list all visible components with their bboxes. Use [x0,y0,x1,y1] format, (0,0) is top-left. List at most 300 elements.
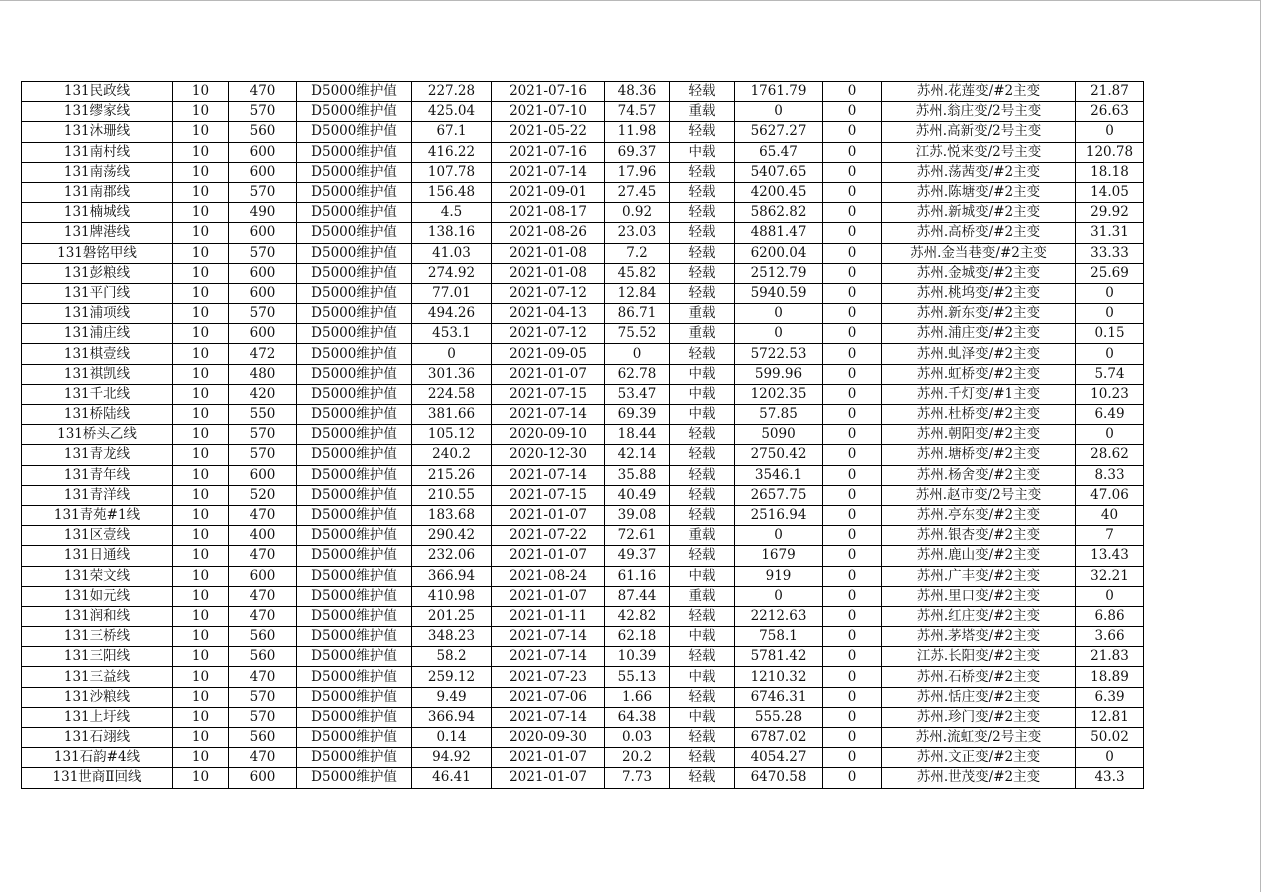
cell-load-status: 重载 [670,304,735,324]
cell-data-source: D5000维护值 [297,304,412,324]
cell-remaining-capacity: 4054.27 [735,748,823,768]
table-row [22,586,1144,606]
cell-voltage: 10 [173,728,229,748]
table-row [22,102,1144,122]
cell-load-rate: 42.14 [605,445,670,465]
cell-flag: 0 [823,122,882,142]
cell-max-load: 240.2 [412,445,492,465]
cell-remaining-capacity: 3546.1 [735,465,823,485]
cell-line-name: 131石翊线 [22,728,173,748]
cell-max-load: 348.23 [412,627,492,647]
cell-transformer: 苏州.石桥变/#2主变 [882,667,1076,687]
cell-date: 2021-07-22 [492,526,605,546]
cell-date: 2021-05-22 [492,122,605,142]
cell-max-load: 210.55 [412,485,492,505]
cell-flag: 0 [823,82,882,102]
cell-max-load: 183.68 [412,505,492,525]
cell-load-status: 轻载 [670,162,735,182]
cell-date: 2021-07-16 [492,142,605,162]
cell-max-load: 58.2 [412,647,492,667]
cell-transformer: 苏州.杨舍变/#2主变 [882,465,1076,485]
cell-voltage: 10 [173,465,229,485]
table-row [22,324,1144,344]
cell-remaining-capacity: 0 [735,586,823,606]
cell-date: 2021-07-14 [492,707,605,727]
table-row [22,223,1144,243]
cell-load-status: 轻载 [670,606,735,626]
cell-remaining-capacity: 555.28 [735,707,823,727]
cell-transformer: 苏州.文正变/#2主变 [882,748,1076,768]
cell-rated-capacity: 472 [229,344,297,364]
cell-voltage: 10 [173,768,229,788]
cell-transformer: 苏州.新城变/#2主变 [882,203,1076,223]
cell-date: 2021-01-08 [492,263,605,283]
cell-max-load: 107.78 [412,162,492,182]
cell-value: 0.15 [1076,324,1144,344]
cell-load-rate: 18.44 [605,425,670,445]
cell-voltage: 10 [173,627,229,647]
cell-flag: 0 [823,425,882,445]
cell-max-load: 301.36 [412,364,492,384]
cell-remaining-capacity: 5722.53 [735,344,823,364]
cell-date: 2021-01-07 [492,586,605,606]
cell-voltage: 10 [173,546,229,566]
cell-value: 40 [1076,505,1144,525]
cell-data-source: D5000维护值 [297,707,412,727]
cell-date: 2021-07-12 [492,283,605,303]
cell-remaining-capacity: 5090 [735,425,823,445]
cell-data-source: D5000维护值 [297,102,412,122]
table-row [22,647,1144,667]
cell-value: 29.92 [1076,203,1144,223]
cell-load-rate: 48.36 [605,82,670,102]
cell-remaining-capacity: 2212.63 [735,606,823,626]
cell-line-name: 131沐珊线 [22,122,173,142]
cell-flag: 0 [823,344,882,364]
table-row [22,505,1144,525]
cell-load-rate: 39.08 [605,505,670,525]
cell-rated-capacity: 550 [229,405,297,425]
cell-flag: 0 [823,687,882,707]
cell-data-source: D5000维护值 [297,324,412,344]
cell-remaining-capacity: 1761.79 [735,82,823,102]
cell-max-load: 0 [412,344,492,364]
cell-data-source: D5000维护值 [297,566,412,586]
cell-max-load: 156.48 [412,182,492,202]
cell-data-source: D5000维护值 [297,728,412,748]
cell-max-load: 138.16 [412,223,492,243]
cell-rated-capacity: 570 [229,304,297,324]
cell-value: 12.81 [1076,707,1144,727]
table-row [22,667,1144,687]
cell-value: 8.33 [1076,465,1144,485]
cell-line-name: 131南荡线 [22,162,173,182]
cell-max-load: 224.58 [412,384,492,404]
cell-remaining-capacity: 2657.75 [735,485,823,505]
cell-load-status: 轻载 [670,546,735,566]
cell-line-name: 131浦项线 [22,304,173,324]
cell-transformer: 苏州.陈塘变/#2主变 [882,182,1076,202]
cell-value: 3.66 [1076,627,1144,647]
cell-rated-capacity: 560 [229,647,297,667]
cell-flag: 0 [823,364,882,384]
cell-remaining-capacity: 5627.27 [735,122,823,142]
cell-date: 2020-12-30 [492,445,605,465]
cell-transformer: 苏州.金当巷变/#2主变 [882,243,1076,263]
cell-rated-capacity: 570 [229,707,297,727]
cell-rated-capacity: 400 [229,526,297,546]
table-row [22,142,1144,162]
cell-load-status: 轻载 [670,505,735,525]
cell-voltage: 10 [173,203,229,223]
cell-line-name: 131桥头乙线 [22,425,173,445]
cell-load-status: 轻载 [670,748,735,768]
cell-voltage: 10 [173,566,229,586]
cell-line-name: 131石韵#4线 [22,748,173,768]
cell-data-source: D5000维护值 [297,162,412,182]
cell-flag: 0 [823,445,882,465]
cell-load-rate: 74.57 [605,102,670,122]
cell-data-source: D5000维护值 [297,667,412,687]
cell-transformer: 苏州.朝阳变/#2主变 [882,425,1076,445]
cell-remaining-capacity: 5862.82 [735,203,823,223]
cell-flag: 0 [823,283,882,303]
cell-voltage: 10 [173,283,229,303]
cell-load-status: 轻载 [670,82,735,102]
table-row [22,546,1144,566]
cell-voltage: 10 [173,425,229,445]
cell-load-rate: 10.39 [605,647,670,667]
table-row [22,344,1144,364]
cell-line-name: 131民政线 [22,82,173,102]
cell-line-name: 131三阳线 [22,647,173,667]
cell-data-source: D5000维护值 [297,344,412,364]
cell-flag: 0 [823,182,882,202]
cell-voltage: 10 [173,162,229,182]
table-row [22,122,1144,142]
cell-flag: 0 [823,102,882,122]
cell-line-name: 131青年线 [22,465,173,485]
cell-load-status: 重载 [670,526,735,546]
cell-transformer: 苏州.广丰变/#2主变 [882,566,1076,586]
cell-load-rate: 27.45 [605,182,670,202]
cell-transformer: 苏州.流虹变/2号主变 [882,728,1076,748]
cell-flag: 0 [823,384,882,404]
cell-voltage: 10 [173,707,229,727]
cell-value: 18.89 [1076,667,1144,687]
cell-flag: 0 [823,707,882,727]
cell-date: 2021-07-14 [492,405,605,425]
cell-load-status: 中载 [670,142,735,162]
cell-load-rate: 17.96 [605,162,670,182]
cell-load-status: 中载 [670,707,735,727]
cell-transformer: 苏州.翁庄变/2号主变 [882,102,1076,122]
cell-load-rate: 64.38 [605,707,670,727]
cell-max-load: 46.41 [412,768,492,788]
cell-data-source: D5000维护值 [297,263,412,283]
cell-max-load: 274.92 [412,263,492,283]
cell-date: 2020-09-10 [492,425,605,445]
cell-load-rate: 62.18 [605,627,670,647]
cell-rated-capacity: 570 [229,243,297,263]
table-row [22,526,1144,546]
cell-line-name: 131浦庄线 [22,324,173,344]
cell-date: 2021-07-14 [492,647,605,667]
cell-flag: 0 [823,627,882,647]
cell-max-load: 416.22 [412,142,492,162]
cell-load-rate: 1.66 [605,687,670,707]
cell-max-load: 232.06 [412,546,492,566]
cell-rated-capacity: 520 [229,485,297,505]
cell-date: 2021-09-01 [492,182,605,202]
cell-data-source: D5000维护值 [297,485,412,505]
cell-rated-capacity: 570 [229,102,297,122]
cell-load-status: 中载 [670,566,735,586]
cell-data-source: D5000维护值 [297,445,412,465]
cell-remaining-capacity: 4200.45 [735,182,823,202]
cell-voltage: 10 [173,485,229,505]
cell-voltage: 10 [173,223,229,243]
cell-voltage: 10 [173,405,229,425]
cell-load-rate: 40.49 [605,485,670,505]
table-body [22,82,1144,789]
cell-line-name: 131缪家线 [22,102,173,122]
cell-load-rate: 61.16 [605,566,670,586]
cell-line-name: 131彭粮线 [22,263,173,283]
cell-data-source: D5000维护值 [297,182,412,202]
cell-value: 6.39 [1076,687,1144,707]
table-row [22,263,1144,283]
cell-data-source: D5000维护值 [297,505,412,525]
cell-load-rate: 23.03 [605,223,670,243]
cell-load-rate: 11.98 [605,122,670,142]
cell-remaining-capacity: 919 [735,566,823,586]
cell-flag: 0 [823,546,882,566]
cell-load-status: 轻载 [670,344,735,364]
cell-load-rate: 7.73 [605,768,670,788]
cell-line-name: 131青龙线 [22,445,173,465]
cell-date: 2021-01-07 [492,768,605,788]
cell-date: 2021-04-13 [492,304,605,324]
cell-remaining-capacity: 6787.02 [735,728,823,748]
cell-rated-capacity: 470 [229,546,297,566]
cell-flag: 0 [823,142,882,162]
cell-date: 2021-01-08 [492,243,605,263]
cell-transformer: 苏州.珍门变/#2主变 [882,707,1076,727]
data-table [21,81,1144,789]
cell-rated-capacity: 600 [229,223,297,243]
cell-remaining-capacity: 6200.04 [735,243,823,263]
cell-rated-capacity: 470 [229,748,297,768]
cell-rated-capacity: 480 [229,364,297,384]
cell-voltage: 10 [173,344,229,364]
page-right-edge [1260,0,1261,892]
cell-date: 2021-09-05 [492,344,605,364]
cell-date: 2021-07-14 [492,627,605,647]
cell-remaining-capacity: 4881.47 [735,223,823,243]
cell-flag: 0 [823,728,882,748]
cell-voltage: 10 [173,263,229,283]
cell-load-status: 中载 [670,405,735,425]
cell-data-source: D5000维护值 [297,768,412,788]
cell-transformer: 苏州.荡茜变/#2主变 [882,162,1076,182]
cell-data-source: D5000维护值 [297,203,412,223]
cell-value: 0 [1076,122,1144,142]
cell-value: 25.69 [1076,263,1144,283]
cell-data-source: D5000维护值 [297,748,412,768]
cell-voltage: 10 [173,82,229,102]
cell-line-name: 131楠城线 [22,203,173,223]
cell-rated-capacity: 600 [229,768,297,788]
cell-data-source: D5000维护值 [297,384,412,404]
cell-max-load: 0.14 [412,728,492,748]
cell-load-rate: 72.61 [605,526,670,546]
cell-load-rate: 69.37 [605,142,670,162]
cell-data-source: D5000维护值 [297,122,412,142]
cell-line-name: 131南郡线 [22,182,173,202]
cell-load-status: 轻载 [670,445,735,465]
cell-max-load: 67.1 [412,122,492,142]
cell-load-rate: 49.37 [605,546,670,566]
cell-remaining-capacity: 1679 [735,546,823,566]
cell-max-load: 259.12 [412,667,492,687]
cell-date: 2021-08-17 [492,203,605,223]
cell-load-rate: 35.88 [605,465,670,485]
table-row [22,445,1144,465]
cell-remaining-capacity: 57.85 [735,405,823,425]
cell-date: 2021-08-26 [492,223,605,243]
cell-flag: 0 [823,667,882,687]
cell-remaining-capacity: 0 [735,102,823,122]
cell-load-rate: 86.71 [605,304,670,324]
cell-date: 2021-01-07 [492,546,605,566]
cell-load-status: 中载 [670,384,735,404]
cell-voltage: 10 [173,606,229,626]
cell-date: 2021-01-07 [492,364,605,384]
cell-data-source: D5000维护值 [297,546,412,566]
cell-load-status: 轻载 [670,283,735,303]
table-row [22,162,1144,182]
cell-line-name: 131桥陆线 [22,405,173,425]
cell-transformer: 苏州.世茂变/#2主变 [882,768,1076,788]
table-row [22,707,1144,727]
cell-date: 2021-01-07 [492,505,605,525]
cell-max-load: 366.94 [412,707,492,727]
cell-transformer: 苏州.高桥变/#2主变 [882,223,1076,243]
cell-load-rate: 55.13 [605,667,670,687]
cell-max-load: 290.42 [412,526,492,546]
table-row [22,304,1144,324]
cell-data-source: D5000维护值 [297,425,412,445]
cell-transformer: 苏州.红庄变/#2主变 [882,606,1076,626]
cell-data-source: D5000维护值 [297,82,412,102]
cell-transformer: 苏州.虬泽变/#2主变 [882,344,1076,364]
cell-line-name: 131上圩线 [22,707,173,727]
cell-transformer: 苏州.千灯变/#1主变 [882,384,1076,404]
cell-transformer: 苏州.里口变/#2主变 [882,586,1076,606]
cell-max-load: 215.26 [412,465,492,485]
cell-transformer: 苏州.高新变/2号主变 [882,122,1076,142]
cell-load-status: 重载 [670,102,735,122]
cell-data-source: D5000维护值 [297,526,412,546]
cell-load-status: 轻载 [670,465,735,485]
cell-data-source: D5000维护值 [297,465,412,485]
cell-load-rate: 75.52 [605,324,670,344]
cell-remaining-capacity: 1202.35 [735,384,823,404]
cell-load-rate: 12.84 [605,283,670,303]
table-row [22,627,1144,647]
cell-transformer: 苏州.茅塔变/#2主变 [882,627,1076,647]
cell-date: 2021-07-14 [492,162,605,182]
cell-rated-capacity: 600 [229,566,297,586]
cell-data-source: D5000维护值 [297,606,412,626]
table-row [22,243,1144,263]
cell-value: 13.43 [1076,546,1144,566]
cell-date: 2021-07-12 [492,324,605,344]
cell-rated-capacity: 470 [229,505,297,525]
cell-voltage: 10 [173,304,229,324]
cell-flag: 0 [823,324,882,344]
cell-voltage: 10 [173,526,229,546]
cell-line-name: 131润和线 [22,606,173,626]
cell-data-source: D5000维护值 [297,687,412,707]
cell-rated-capacity: 470 [229,667,297,687]
cell-flag: 0 [823,566,882,586]
cell-value: 18.18 [1076,162,1144,182]
cell-line-name: 131如元线 [22,586,173,606]
cell-value: 26.63 [1076,102,1144,122]
cell-value: 43.3 [1076,768,1144,788]
cell-line-name: 131牌港线 [22,223,173,243]
cell-date: 2021-01-11 [492,606,605,626]
cell-flag: 0 [823,203,882,223]
cell-voltage: 10 [173,647,229,667]
cell-max-load: 366.94 [412,566,492,586]
cell-date: 2020-09-30 [492,728,605,748]
cell-value: 14.05 [1076,182,1144,202]
cell-line-name: 131荣文线 [22,566,173,586]
cell-value: 6.49 [1076,405,1144,425]
cell-load-rate: 0.92 [605,203,670,223]
cell-flag: 0 [823,465,882,485]
cell-line-name: 131青苑#1线 [22,505,173,525]
cell-line-name: 131祺凯线 [22,364,173,384]
cell-max-load: 381.66 [412,405,492,425]
table-row [22,82,1144,102]
cell-value: 21.83 [1076,647,1144,667]
cell-data-source: D5000维护值 [297,586,412,606]
cell-data-source: D5000维护值 [297,142,412,162]
cell-transformer: 江苏.悦来变/2号主变 [882,142,1076,162]
cell-value: 0 [1076,748,1144,768]
cell-line-name: 131日通线 [22,546,173,566]
cell-rated-capacity: 600 [229,263,297,283]
cell-load-rate: 20.2 [605,748,670,768]
table-row [22,203,1144,223]
cell-load-status: 轻载 [670,243,735,263]
cell-transformer: 苏州.桃坞变/#2主变 [882,283,1076,303]
table-row [22,182,1144,202]
cell-max-load: 201.25 [412,606,492,626]
cell-load-status: 中载 [670,667,735,687]
cell-date: 2021-01-07 [492,748,605,768]
cell-value: 6.86 [1076,606,1144,626]
cell-value: 0 [1076,304,1144,324]
cell-remaining-capacity: 5781.42 [735,647,823,667]
cell-rated-capacity: 560 [229,122,297,142]
cell-rated-capacity: 560 [229,627,297,647]
cell-value: 5.74 [1076,364,1144,384]
